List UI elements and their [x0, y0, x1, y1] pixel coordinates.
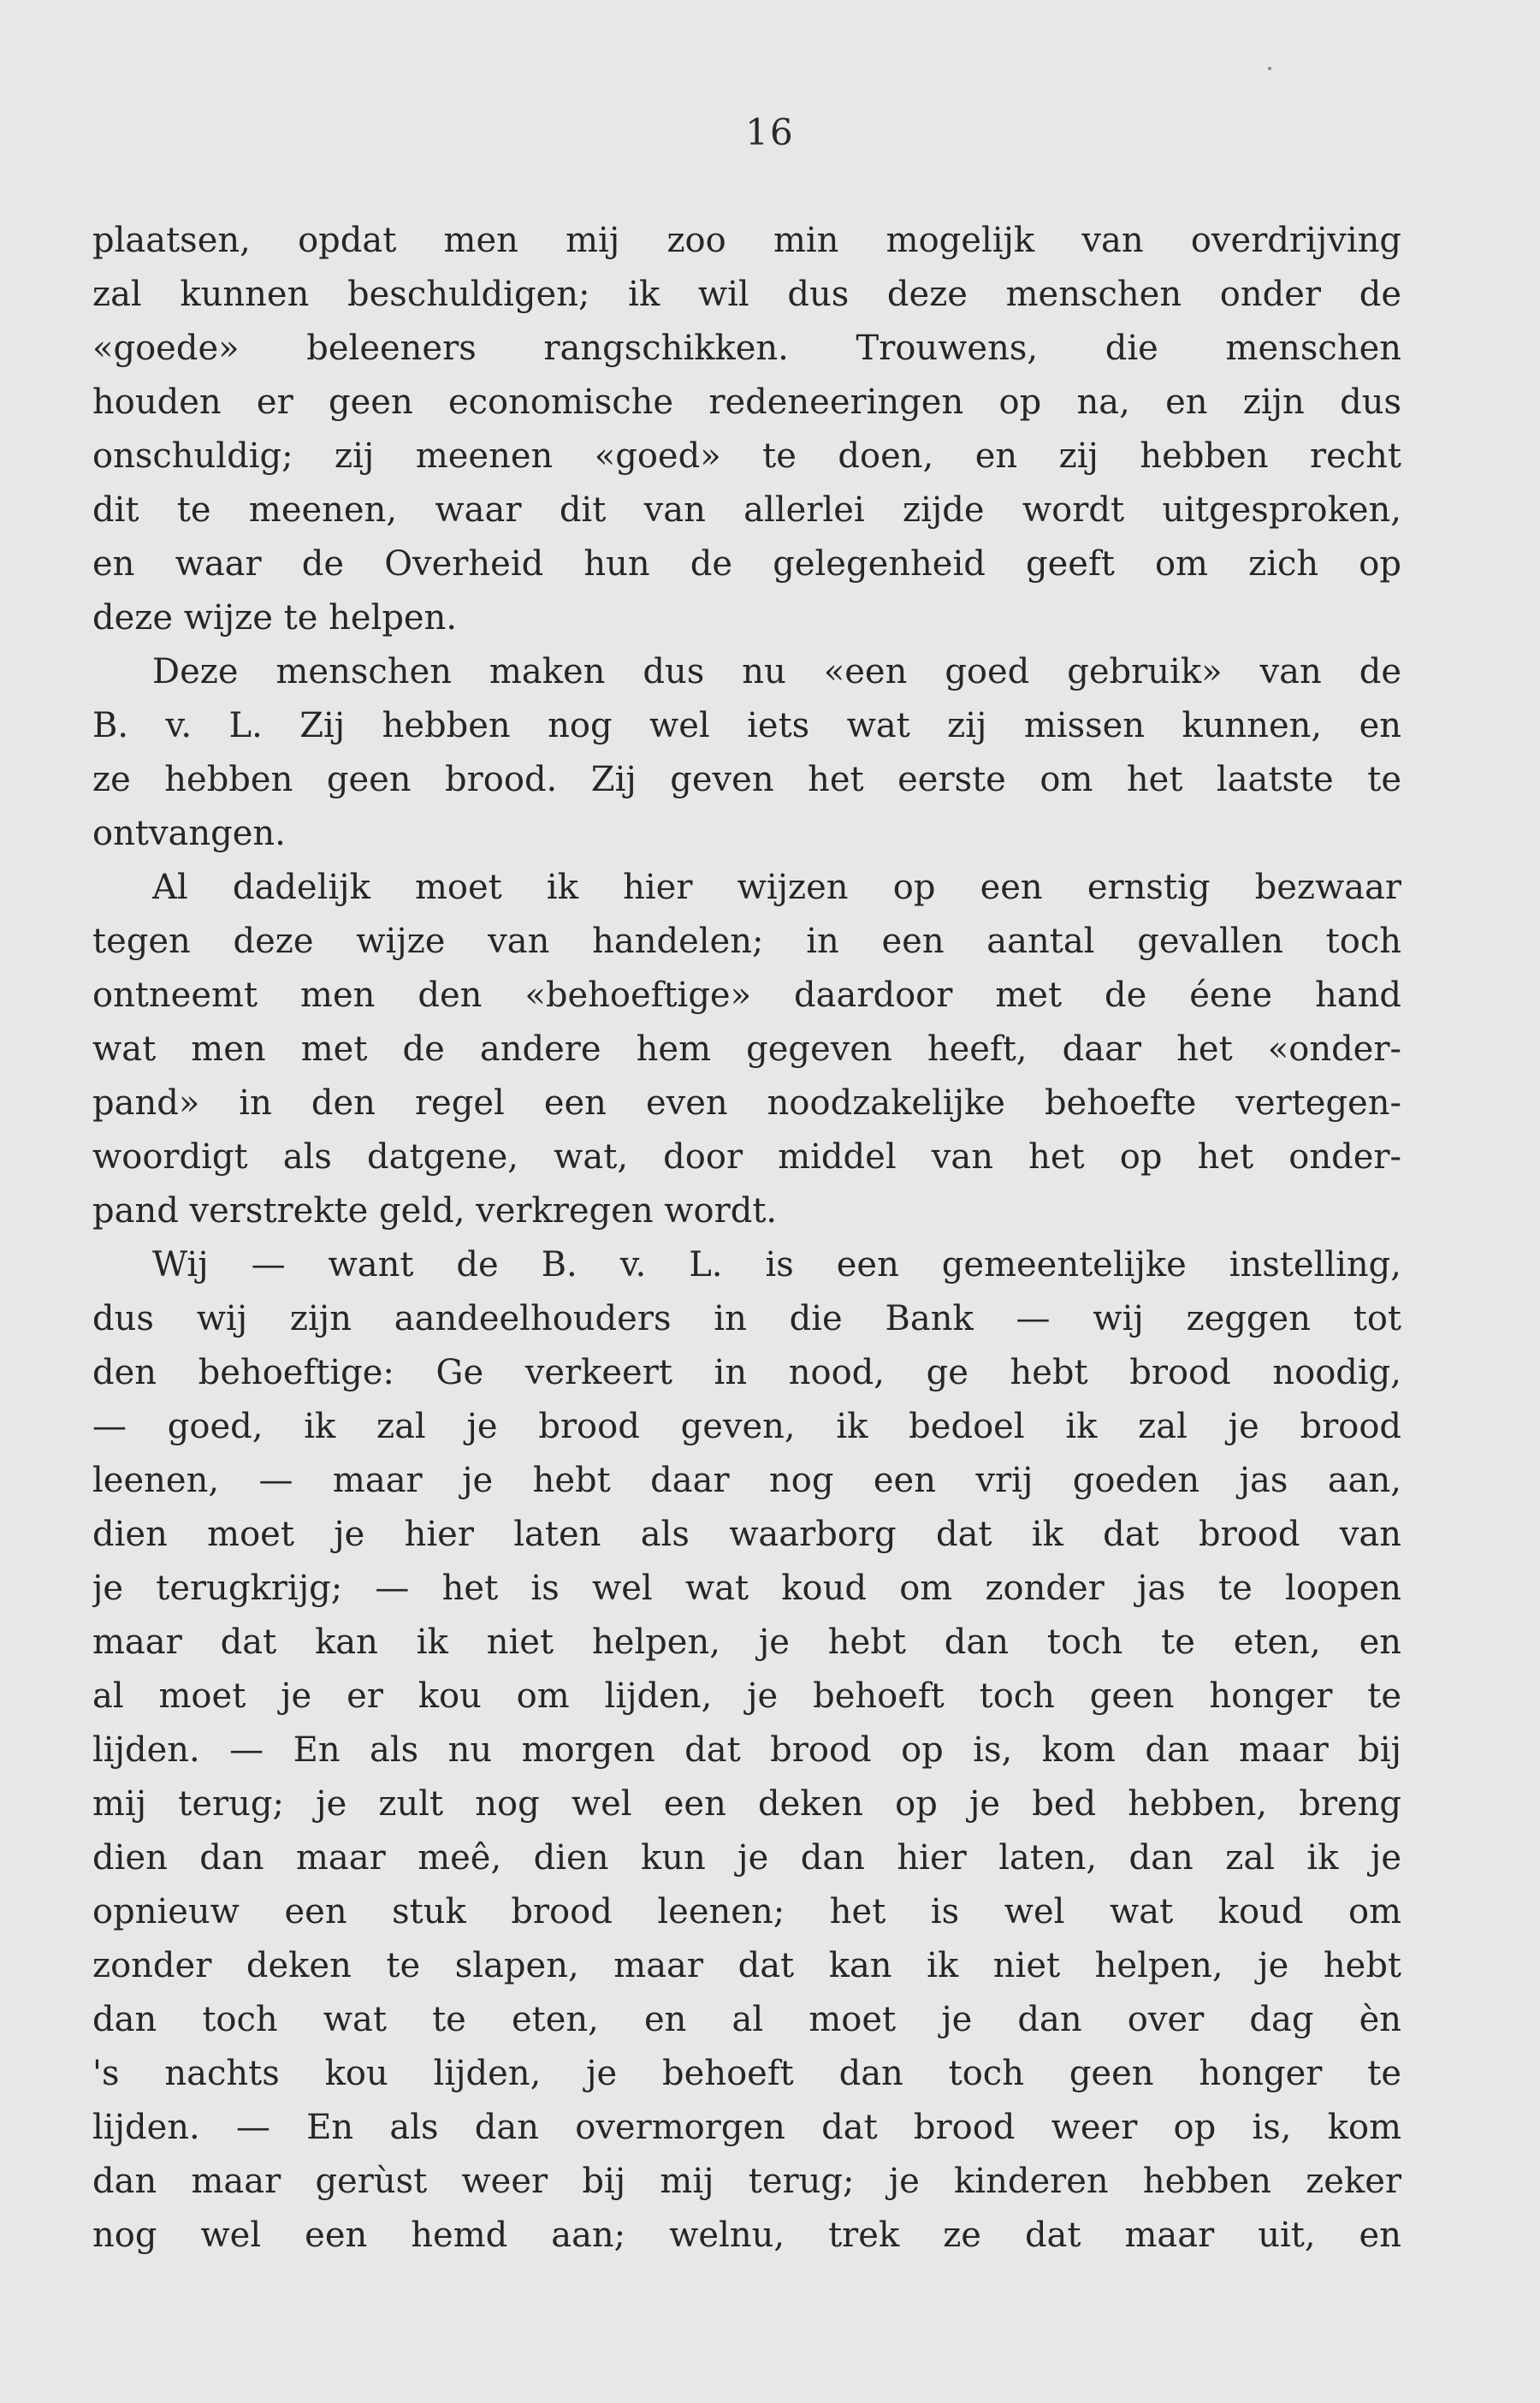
- text-line: Al dadelijk moet ik hier wijzen op een ernstig bezwaar: [152, 868, 1401, 907]
- text-line: dan maar gerùst weer bij mij terug; je kinderen hebben zeker: [92, 2162, 1401, 2201]
- text-line: B. v. L. Zij hebben nog wel iets wat zij missen kunnen, en: [92, 706, 1401, 745]
- text-line: pand» in den regel een even noodzakelijke behoefte vertegen-: [92, 1083, 1401, 1123]
- text-line: dan toch wat te eten, en al moet je dan over dag èn: [92, 2000, 1401, 2039]
- text-line: den behoeftige: Ge verkeert in nood, ge hebt brood noodig,: [92, 1353, 1401, 1392]
- text-line: woordigt als datgene, wat, door middel van het op het onder-: [92, 1137, 1401, 1177]
- text-line: maar dat kan ik niet helpen, je hebt dan toch te eten, en: [92, 1623, 1401, 1662]
- text-line: pand verstrekte geld, verkregen wordt.: [92, 1191, 778, 1231]
- body-text: [92, 214, 1401, 2263]
- text-line: al moet je er kou om lijden, je behoeft toch geen honger te: [92, 1676, 1401, 1716]
- text-line: tegen deze wijze van handelen; in een aantal gevallen toch: [92, 922, 1401, 961]
- text-line: dien moet je hier laten als waarborg dat ik dat brood van: [92, 1515, 1401, 1554]
- text-line: ze hebben geen brood. Zij geven het eerste om het laatste te: [92, 760, 1401, 799]
- text-line: «goede» beleeners rangschikken. Trouwens, die menschen: [92, 329, 1401, 368]
- page-number: 16: [745, 111, 795, 153]
- text-line: je terugkrijg; — het is wel wat koud om zonder jas te loopen: [92, 1569, 1401, 1608]
- paper-speck: [1268, 67, 1271, 70]
- text-line: lijden. — En als dan overmorgen dat brood weer op is, kom: [92, 2108, 1401, 2147]
- text-line: leenen, — maar je hebt daar nog een vrij goeden jas aan,: [92, 1461, 1401, 1500]
- text-line: dien dan maar meê, dien kun je dan hier laten, dan zal ik je: [92, 1838, 1401, 1878]
- text-line: — goed, ik zal je brood geven, ik bedoel ik zal je brood: [92, 1407, 1401, 1446]
- text-line: dus wij zijn aandeelhouders in die Bank — wij zeggen tot: [92, 1299, 1401, 1338]
- text-line: Deze menschen maken dus nu «een goed gebruik» van de: [152, 652, 1401, 691]
- text-line: en waar de Overheid hun de gelegenheid geeft om zich op: [92, 544, 1401, 584]
- text-line: Wij — want de B. v. L. is een gemeentelijke instelling,: [152, 1245, 1401, 1285]
- text-line: mij terug; je zult nog wel een deken op je bed hebben, breng: [92, 1784, 1401, 1824]
- text-line: zonder deken te slapen, maar dat kan ik niet helpen, je hebt: [92, 1946, 1401, 1985]
- text-line: deze wijze te helpen.: [92, 598, 458, 638]
- text-line: ontvangen.: [92, 814, 286, 853]
- text-line: ontneemt men den «behoeftige» daardoor met de éene hand: [92, 976, 1401, 1015]
- text-line: 's nachts kou lijden, je behoeft dan toch geen honger te: [92, 2054, 1401, 2093]
- text-line: nog wel een hemd aan; welnu, trek ze dat maar uit, en: [92, 2216, 1401, 2255]
- text-line: dit te meenen, waar dit van allerlei zijde wordt uitgesproken,: [92, 490, 1401, 530]
- text-line: zal kunnen beschuldigen; ik wil dus deze menschen onder de: [92, 275, 1401, 314]
- text-line: wat men met de andere hem gegeven heeft, daar het «onder-: [92, 1029, 1401, 1069]
- text-line: plaatsen, opdat men mij zoo min mogelijk van overdrijving: [92, 221, 1401, 260]
- text-line: opnieuw een stuk brood leenen; het is wel wat koud om: [92, 1892, 1401, 1931]
- text-line: houden er geen economische redeneeringen op na, en zijn dus: [92, 383, 1401, 422]
- text-line: lijden. — En als nu morgen dat brood op is, kom dan maar bij: [92, 1730, 1401, 1770]
- text-line: onschuldig; zij meenen «goed» te doen, en zij hebben recht: [92, 436, 1401, 476]
